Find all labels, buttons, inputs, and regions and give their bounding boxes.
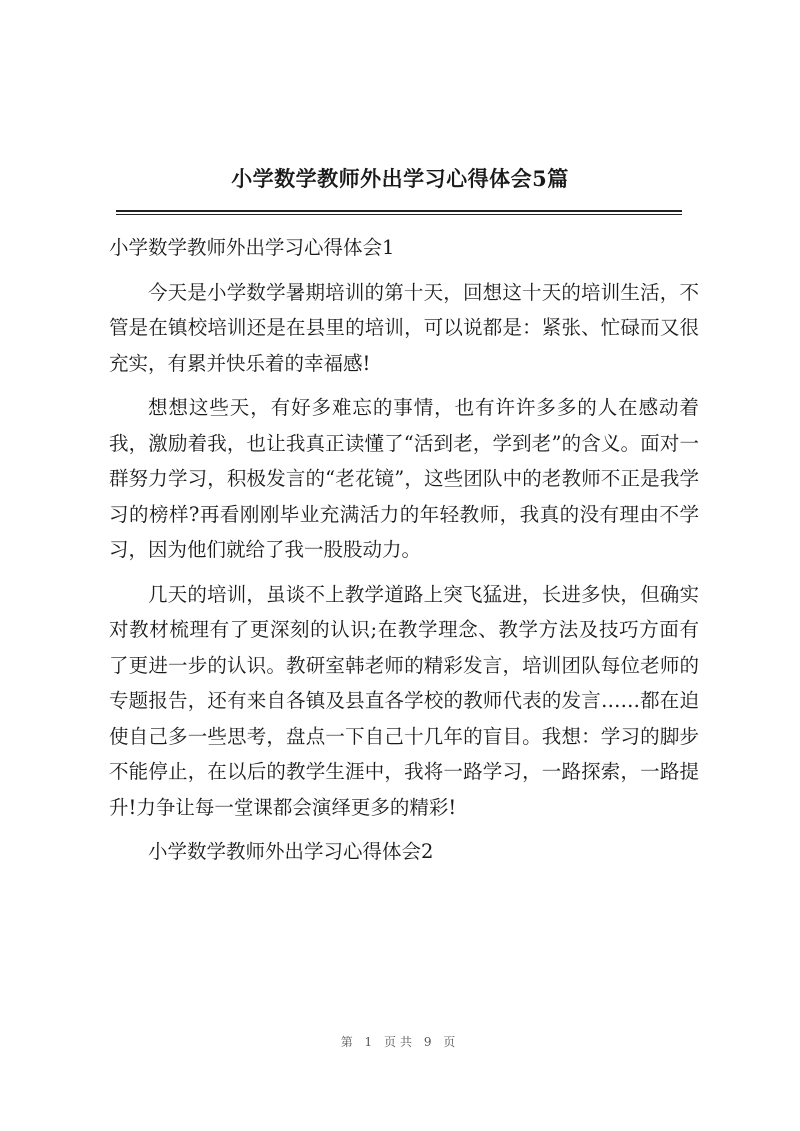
section-1-heading: 小学数学教师外出学习心得体会1	[109, 236, 395, 259]
paragraph-1: 今天是小学数学暑期培训的第十天，回想这十天的培训生活，不管是在镇校培训还是在县里的培训，可以说都是：紧张、忙碌而又很充实，有累并快乐着的幸福感!	[109, 280, 699, 375]
paragraph-2: 想想这些天，有好多难忘的事情，也有许许多多的人在感动着我，激励着我，也让我真正读懂了“活到老，学到老”的含义。面对一群努力学习，积极发言的“老花镜”，这些团队中的老教师不正是我学习的榜样?再看刚刚毕业充满活力的年轻教师，我真的没有理由不学习，因为他们就给了我一股股动力。	[109, 396, 699, 561]
document-title: 小学数学教师外出学习心得体会5篇	[231, 166, 569, 191]
paragraph-3: 几天的培训，虽谈不上教学道路上突飞猛进，长进多快，但确实对教材梳理有了更深刻的认识;在教学理念、教学方法及技巧方面有了更进一步的认识。教研室韩老师的精彩发言，培训团队每位老师的专题报告，还有来自各镇及县直各学校的教师代表的发言……都在迫使自己多一些思考，盘点一下自己十几年的盲目。我想：学习的脚步不能停止，在以后的教学生涯中，我将一路学习，一路探索，一路提升!力争让每一堂课都会演绎更多的精彩!	[109, 582, 699, 819]
page-number-footer: 第 1 页共 9 页	[340, 1035, 460, 1049]
document-body	[109, 230, 699, 879]
title-divider-thin	[116, 214, 682, 215]
title-divider-thick	[116, 210, 682, 212]
section-2-heading: 小学数学教师外出学习心得体会2	[148, 840, 434, 863]
